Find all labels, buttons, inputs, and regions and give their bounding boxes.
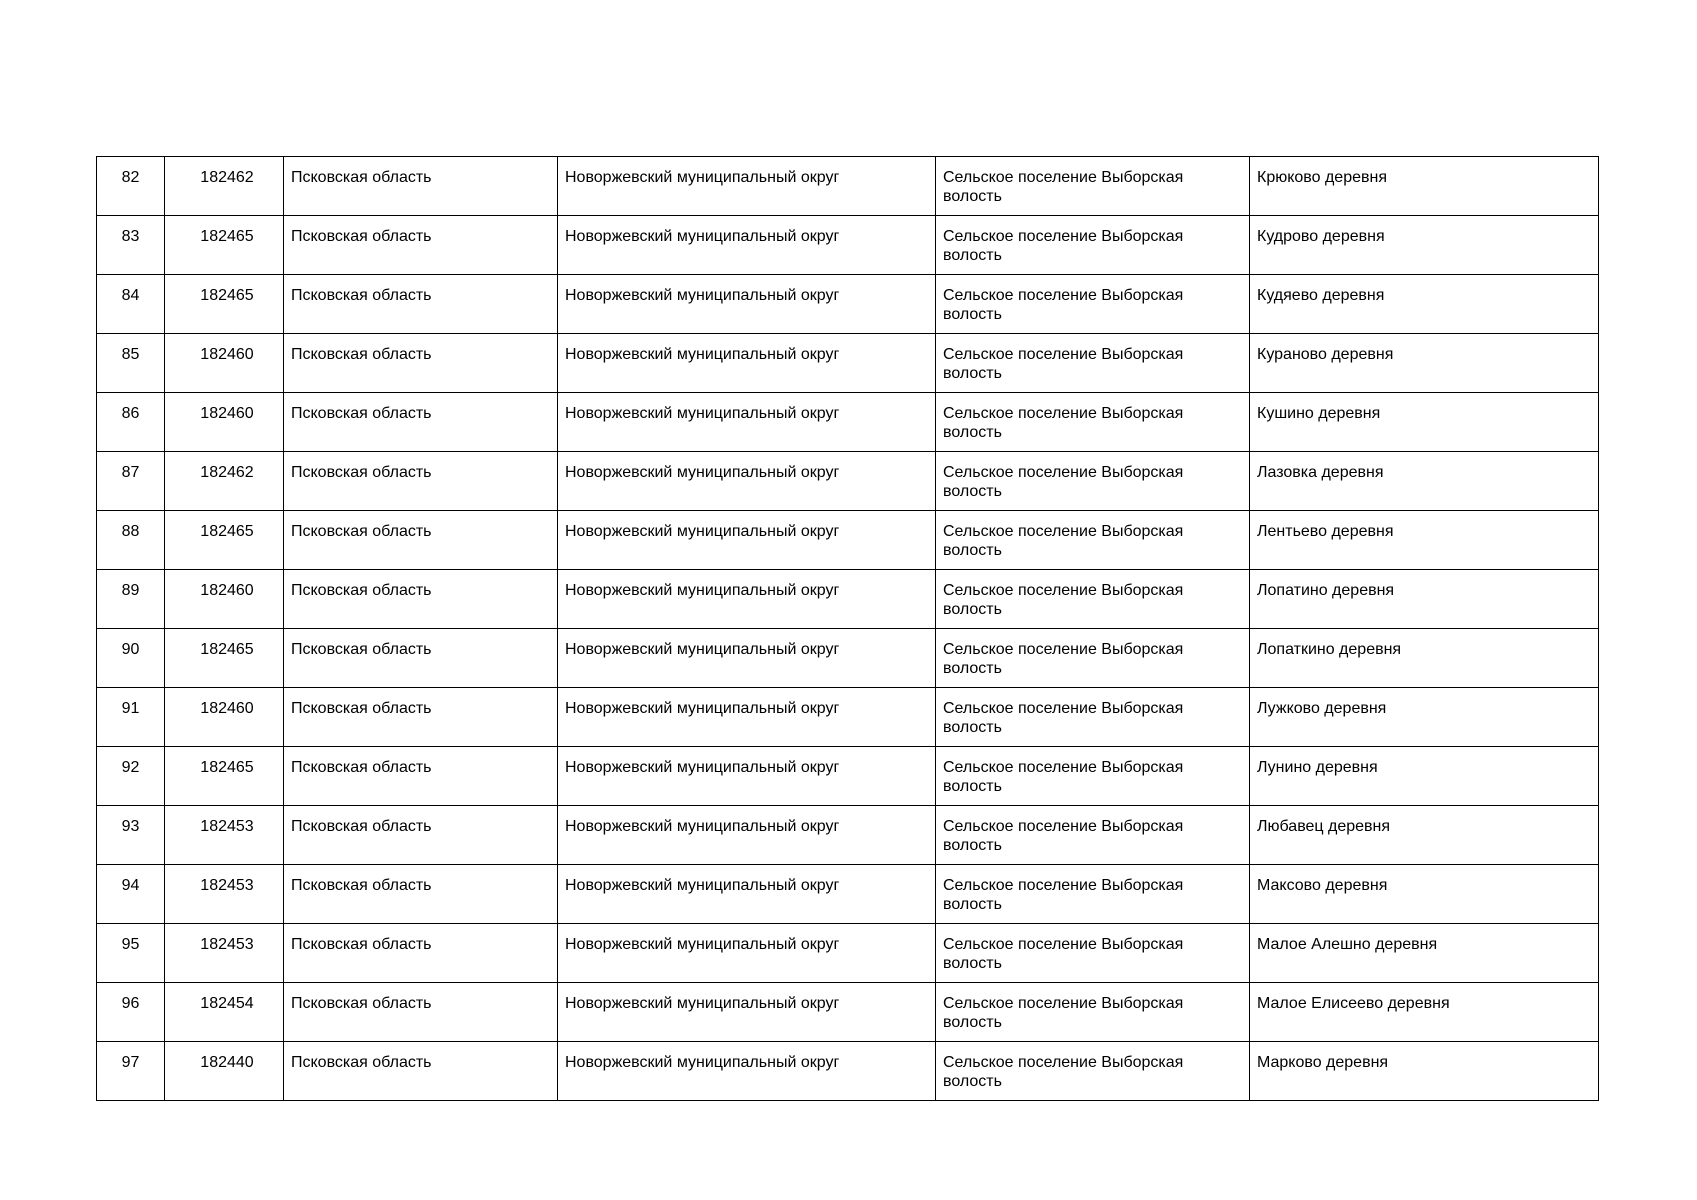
row-number-cell — [97, 747, 165, 806]
row-number-cell-text: 85 — [121, 346, 140, 363]
locality-cell — [1250, 452, 1599, 511]
settlement-cell — [936, 806, 1250, 865]
locality-cell — [1250, 511, 1599, 570]
settlement-cell — [936, 1042, 1250, 1101]
postal-code-cell — [165, 688, 284, 747]
postal-code-cell — [165, 806, 284, 865]
settlement-cell-text: Сельское поселение Выборская волость — [943, 405, 1184, 441]
row-number-cell-text: 89 — [121, 582, 140, 599]
region-cell — [284, 747, 558, 806]
table-row — [97, 157, 1599, 216]
region-cell — [284, 806, 558, 865]
locality-cell-text: Лунино деревня — [1257, 759, 1378, 776]
row-number-cell-text: 90 — [121, 641, 140, 658]
locality-cell — [1250, 924, 1599, 983]
district-cell — [558, 452, 936, 511]
table-row — [97, 570, 1599, 629]
postal-code-cell-text: 182453 — [200, 877, 254, 894]
settlement-cell — [936, 157, 1250, 216]
postal-code-cell — [165, 983, 284, 1042]
locality-cell — [1250, 570, 1599, 629]
row-number-cell-text: 82 — [121, 169, 140, 186]
postal-code-cell-text: 182454 — [200, 995, 254, 1012]
settlement-cell-text: Сельское поселение Выборская волость — [943, 995, 1184, 1031]
region-cell-text: Псковская область — [291, 169, 432, 186]
postal-code-cell-text: 182460 — [200, 405, 254, 422]
locality-cell-text: Кураново деревня — [1257, 346, 1394, 363]
district-cell — [558, 1042, 936, 1101]
locality-cell — [1250, 983, 1599, 1042]
locality-cell — [1250, 393, 1599, 452]
district-cell-text: Новоржевский муниципальный округ — [565, 818, 840, 835]
locality-cell-text: Лужково деревня — [1257, 700, 1387, 717]
row-number-cell — [97, 570, 165, 629]
district-cell-text: Новоржевский муниципальный округ — [565, 877, 840, 894]
region-cell — [284, 157, 558, 216]
settlement-cell-text: Сельское поселение Выборская волость — [943, 582, 1184, 618]
region-cell-text: Псковская область — [291, 287, 432, 304]
postal-code-cell — [165, 334, 284, 393]
row-number-cell-text: 94 — [121, 877, 140, 894]
settlement-cell — [936, 216, 1250, 275]
district-cell — [558, 216, 936, 275]
row-number-cell-text: 92 — [121, 759, 140, 776]
locality-cell-text: Марково деревня — [1257, 1054, 1389, 1071]
settlement-cell-text: Сельское поселение Выборская волость — [943, 877, 1184, 913]
region-cell-text: Псковская область — [291, 818, 432, 835]
region-cell — [284, 570, 558, 629]
settlement-cell — [936, 334, 1250, 393]
postal-code-cell — [165, 629, 284, 688]
locality-cell — [1250, 688, 1599, 747]
settlement-cell — [936, 924, 1250, 983]
district-cell-text: Новоржевский муниципальный округ — [565, 995, 840, 1012]
postal-code-cell — [165, 1042, 284, 1101]
district-cell — [558, 275, 936, 334]
postal-code-cell — [165, 452, 284, 511]
district-cell — [558, 570, 936, 629]
settlement-cell-text: Сельское поселение Выборская волость — [943, 1054, 1184, 1090]
address-table — [96, 156, 1599, 1101]
settlement-cell-text: Сельское поселение Выборская волость — [943, 464, 1184, 500]
locality-cell — [1250, 157, 1599, 216]
settlement-cell-text: Сельское поселение Выборская волость — [943, 700, 1184, 736]
settlement-cell — [936, 511, 1250, 570]
settlement-cell — [936, 629, 1250, 688]
district-cell-text: Новоржевский муниципальный округ — [565, 523, 840, 540]
district-cell — [558, 924, 936, 983]
row-number-cell-text: 86 — [121, 405, 140, 422]
postal-code-cell-text: 182460 — [200, 582, 254, 599]
table-row — [97, 747, 1599, 806]
locality-cell-text: Лентьево деревня — [1257, 523, 1394, 540]
table-row — [97, 806, 1599, 865]
row-number-cell — [97, 924, 165, 983]
table-row — [97, 334, 1599, 393]
region-cell-text: Псковская область — [291, 877, 432, 894]
table-row — [97, 688, 1599, 747]
postal-code-cell-text: 182453 — [200, 818, 254, 835]
postal-code-cell — [165, 924, 284, 983]
district-cell-text: Новоржевский муниципальный округ — [565, 228, 840, 245]
postal-code-cell-text: 182465 — [200, 523, 254, 540]
row-number-cell — [97, 216, 165, 275]
region-cell — [284, 629, 558, 688]
postal-code-cell-text: 182440 — [200, 1054, 254, 1071]
row-number-cell — [97, 629, 165, 688]
locality-cell-text: Кушино деревня — [1257, 405, 1381, 422]
row-number-cell — [97, 511, 165, 570]
district-cell-text: Новоржевский муниципальный округ — [565, 936, 840, 953]
locality-cell-text: Малое Алешно деревня — [1257, 936, 1438, 953]
settlement-cell-text: Сельское поселение Выборская волость — [943, 169, 1184, 205]
postal-code-cell — [165, 157, 284, 216]
district-cell — [558, 806, 936, 865]
settlement-cell — [936, 747, 1250, 806]
postal-code-cell — [165, 865, 284, 924]
settlement-cell — [936, 570, 1250, 629]
district-cell — [558, 334, 936, 393]
locality-cell-text: Малое Елисеево деревня — [1257, 995, 1450, 1012]
row-number-cell — [97, 157, 165, 216]
region-cell-text: Псковская область — [291, 405, 432, 422]
table-row — [97, 216, 1599, 275]
locality-cell-text: Лопатино деревня — [1257, 582, 1395, 599]
row-number-cell — [97, 275, 165, 334]
region-cell — [284, 452, 558, 511]
settlement-cell-text: Сельское поселение Выборская волость — [943, 287, 1184, 323]
row-number-cell — [97, 806, 165, 865]
postal-code-cell-text: 182465 — [200, 641, 254, 658]
row-number-cell-text: 95 — [121, 936, 140, 953]
table-row — [97, 452, 1599, 511]
row-number-cell — [97, 865, 165, 924]
region-cell — [284, 216, 558, 275]
district-cell-text: Новоржевский муниципальный округ — [565, 405, 840, 422]
district-cell-text: Новоржевский муниципальный округ — [565, 759, 840, 776]
region-cell-text: Псковская область — [291, 1054, 432, 1071]
locality-cell — [1250, 275, 1599, 334]
district-cell-text: Новоржевский муниципальный округ — [565, 582, 840, 599]
settlement-cell-text: Сельское поселение Выборская волость — [943, 818, 1184, 854]
table-row — [97, 511, 1599, 570]
locality-cell-text: Лопаткино деревня — [1257, 641, 1402, 658]
region-cell — [284, 1042, 558, 1101]
region-cell-text: Псковская область — [291, 759, 432, 776]
settlement-cell-text: Сельское поселение Выборская волость — [943, 346, 1184, 382]
locality-cell-text: Лазовка деревня — [1257, 464, 1384, 481]
row-number-cell-text: 83 — [121, 228, 140, 245]
district-cell — [558, 511, 936, 570]
region-cell-text: Псковская область — [291, 641, 432, 658]
district-cell-text: Новоржевский муниципальный округ — [565, 169, 840, 186]
region-cell-text: Псковская область — [291, 936, 432, 953]
region-cell — [284, 511, 558, 570]
district-cell-text: Новоржевский муниципальный округ — [565, 346, 840, 363]
row-number-cell — [97, 334, 165, 393]
region-cell — [284, 865, 558, 924]
postal-code-cell-text: 182465 — [200, 759, 254, 776]
row-number-cell — [97, 393, 165, 452]
row-number-cell-text: 97 — [121, 1054, 140, 1071]
row-number-cell-text: 84 — [121, 287, 140, 304]
table-row — [97, 393, 1599, 452]
settlement-cell-text: Сельское поселение Выборская волость — [943, 759, 1184, 795]
locality-cell-text: Максово деревня — [1257, 877, 1388, 894]
settlement-cell — [936, 452, 1250, 511]
locality-cell — [1250, 216, 1599, 275]
table-row — [97, 275, 1599, 334]
row-number-cell — [97, 1042, 165, 1101]
postal-code-cell-text: 182462 — [200, 464, 254, 481]
locality-cell-text: Любавец деревня — [1257, 818, 1391, 835]
table-row — [97, 924, 1599, 983]
district-cell — [558, 393, 936, 452]
settlement-cell-text: Сельское поселение Выборская волость — [943, 228, 1184, 264]
region-cell-text: Псковская область — [291, 228, 432, 245]
region-cell — [284, 334, 558, 393]
region-cell-text: Псковская область — [291, 995, 432, 1012]
locality-cell-text: Кудяево деревня — [1257, 287, 1385, 304]
region-cell-text: Псковская область — [291, 700, 432, 717]
row-number-cell-text: 88 — [121, 523, 140, 540]
settlement-cell — [936, 275, 1250, 334]
region-cell-text: Псковская область — [291, 346, 432, 363]
district-cell-text: Новоржевский муниципальный округ — [565, 1054, 840, 1071]
settlement-cell — [936, 688, 1250, 747]
table-row — [97, 1042, 1599, 1101]
district-cell — [558, 688, 936, 747]
settlement-cell-text: Сельское поселение Выборская волость — [943, 641, 1184, 677]
locality-cell — [1250, 334, 1599, 393]
region-cell — [284, 688, 558, 747]
district-cell-text: Новоржевский муниципальный округ — [565, 641, 840, 658]
table-row — [97, 865, 1599, 924]
district-cell — [558, 983, 936, 1042]
settlement-cell — [936, 983, 1250, 1042]
postal-code-cell-text: 182465 — [200, 287, 254, 304]
postal-code-cell — [165, 393, 284, 452]
row-number-cell-text: 93 — [121, 818, 140, 835]
postal-code-cell — [165, 275, 284, 334]
postal-code-cell — [165, 216, 284, 275]
locality-cell — [1250, 1042, 1599, 1101]
row-number-cell — [97, 983, 165, 1042]
region-cell-text: Псковская область — [291, 523, 432, 540]
postal-code-cell — [165, 747, 284, 806]
postal-code-cell-text: 182460 — [200, 346, 254, 363]
postal-code-cell-text: 182462 — [200, 169, 254, 186]
region-cell — [284, 983, 558, 1042]
settlement-cell-text: Сельское поселение Выборская волость — [943, 523, 1184, 559]
postal-code-cell-text: 182453 — [200, 936, 254, 953]
row-number-cell — [97, 452, 165, 511]
district-cell — [558, 747, 936, 806]
table-body — [97, 157, 1599, 1101]
region-cell — [284, 924, 558, 983]
row-number-cell — [97, 688, 165, 747]
locality-cell — [1250, 806, 1599, 865]
row-number-cell-text: 91 — [121, 700, 140, 717]
region-cell — [284, 275, 558, 334]
postal-code-cell-text: 182460 — [200, 700, 254, 717]
locality-cell — [1250, 629, 1599, 688]
postal-code-cell — [165, 511, 284, 570]
row-number-cell-text: 96 — [121, 995, 140, 1012]
row-number-cell-text: 87 — [121, 464, 140, 481]
table-row — [97, 629, 1599, 688]
table-row — [97, 983, 1599, 1042]
district-cell — [558, 865, 936, 924]
postal-code-cell — [165, 570, 284, 629]
settlement-cell-text: Сельское поселение Выборская волость — [943, 936, 1184, 972]
region-cell-text: Псковская область — [291, 582, 432, 599]
district-cell-text: Новоржевский муниципальный округ — [565, 287, 840, 304]
district-cell — [558, 157, 936, 216]
locality-cell-text: Крюково деревня — [1257, 169, 1387, 186]
district-cell-text: Новоржевский муниципальный округ — [565, 700, 840, 717]
district-cell — [558, 629, 936, 688]
locality-cell — [1250, 747, 1599, 806]
postal-code-cell-text: 182465 — [200, 228, 254, 245]
locality-cell — [1250, 865, 1599, 924]
locality-cell-text: Кудрово деревня — [1257, 228, 1385, 245]
region-cell — [284, 393, 558, 452]
region-cell-text: Псковская область — [291, 464, 432, 481]
settlement-cell — [936, 865, 1250, 924]
settlement-cell — [936, 393, 1250, 452]
district-cell-text: Новоржевский муниципальный округ — [565, 464, 840, 481]
